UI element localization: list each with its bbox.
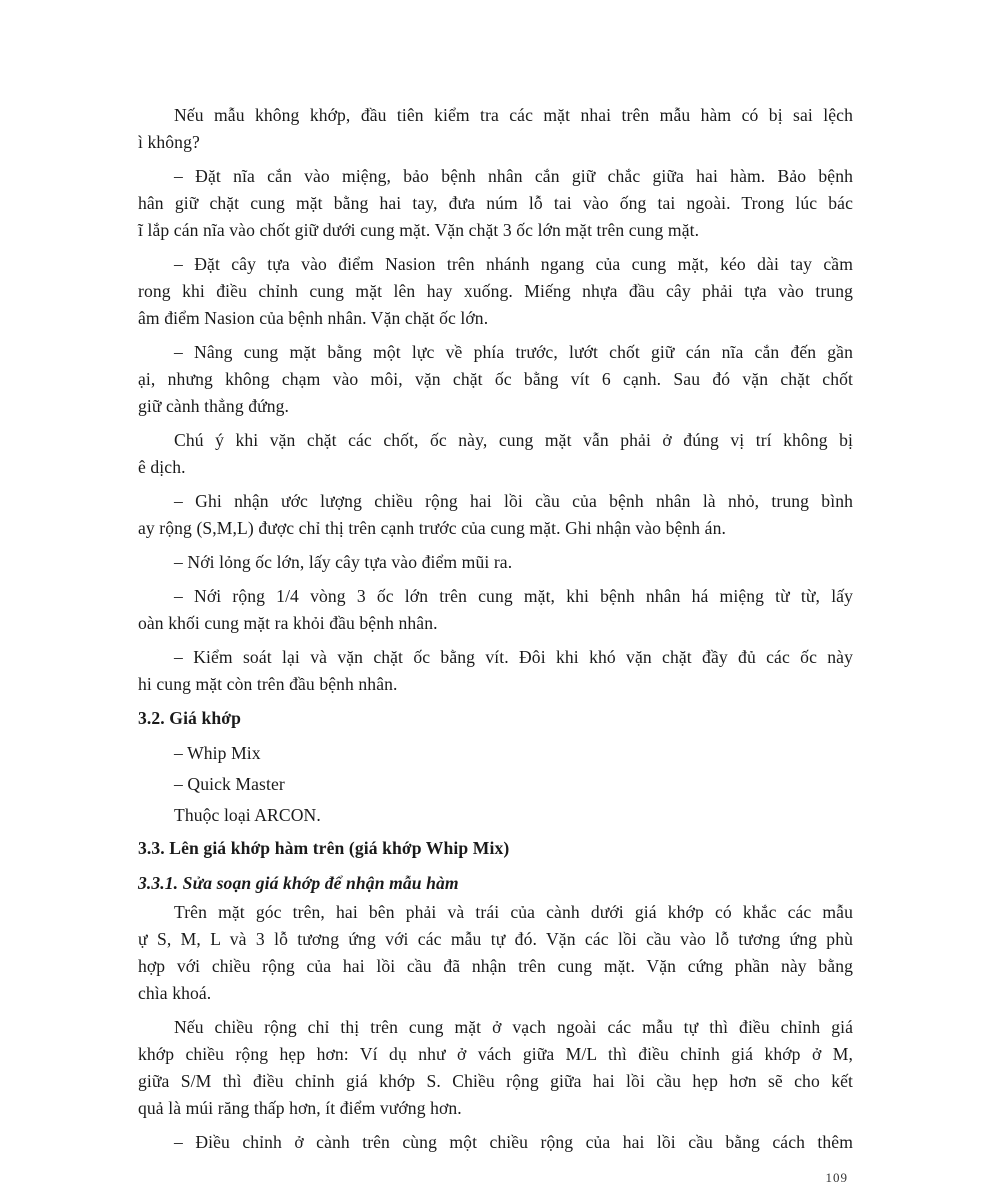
paragraph-9: – Kiểm soát lại và vặn chặt ốc bằng vít. Đôi khi khó vặn chặt đầy đủ các ốc này hi cung mặt còn trên đầu bệnh nhân.	[138, 647, 853, 694]
paragraph-7: – Nới lỏng ốc lớn, lấy cây tựa vào điểm mũi ra.	[174, 552, 513, 572]
page-number: 109	[825, 1170, 848, 1185]
paragraph-3: – Đặt cây tựa vào điểm Nasion trên nhánh ngang của cung mặt, kéo dài tay cầm rong khi điều chỉnh cung mặt lên hay xuống. Miếng nhựa đầu cây phải tựa vào trung âm điểm Nasion của bệnh nhân. Vặn chặt ốc lớn.	[138, 254, 853, 328]
subsection-heading-3-3-1: 3.3.1. Sửa soạn giá khớp để nhận mẫu hàm	[138, 873, 459, 893]
section-heading-3-2: 3.2. Giá khớp	[138, 708, 241, 728]
arcon-note: Thuộc loại ARCON.	[174, 805, 321, 825]
body-text	[138, 102, 853, 1163]
paragraph-10: Trên mặt góc trên, hai bên phải và trái của cành dưới giá khớp có khắc các mẫu ự S, M, L và 3 lỗ tương ứng với các mẫu tự đó. Vặn các lồi cầu vào lỗ tương ứng phù hợp với chiều rộng của hai lồi cầu đã nhận trên cung mặt. Vặn cứng phần này bằng chìa khoá.	[138, 902, 853, 1003]
paragraph-4: – Nâng cung mặt bằng một lực về phía trước, lướt chốt giữ cán nĩa cắn đến gần ại, nhưng không chạm vào môi, vặn chặt ốc bằng vít 6 cạnh. Sau đó vặn chặt chốt giữ cành thẳng đứng.	[138, 342, 853, 416]
list-item-whip-mix: – Whip Mix	[174, 743, 261, 763]
paragraph-8: – Nới rộng 1/4 vòng 3 ốc lớn trên cung mặt, khi bệnh nhân há miệng từ từ, lấy oàn khối cung mặt ra khỏi đầu bệnh nhân.	[138, 586, 853, 633]
paragraph-6: – Ghi nhận ước lượng chiều rộng hai lồi cầu của bệnh nhân là nhỏ, trung bình ay rộng (S,M,L) được chỉ thị trên cạnh trước của cung mặt. Ghi nhận vào bệnh án.	[138, 491, 853, 538]
list-item-quick-master: – Quick Master	[174, 774, 285, 794]
paragraph-5: Chú ý khi vặn chặt các chốt, ốc này, cung mặt vẫn phải ở đúng vị trí không bị ê dịch.	[138, 430, 853, 477]
section-heading-3-3: 3.3. Lên giá khớp hàm trên (giá khớp Whip Mix)	[138, 838, 510, 858]
paragraph-12: – Điều chỉnh ở cành trên cùng một chiều rộng của hai lồi cầu bằng cách thêm	[174, 1132, 853, 1152]
paragraph-2: – Đặt nĩa cắn vào miệng, bảo bệnh nhân cắn giữ chắc giữa hai hàm. Bảo bệnh hân giữ chặt cung mặt bằng hai tay, đưa núm lỗ tai vào ống tai ngoài. Trong lúc bác ĩ lắp cán nĩa vào chốt giữ dưới cung mặt. Vặn chặt 3 ốc lớn mặt trên cung mặt.	[138, 166, 853, 240]
paragraph-1: Nếu mẫu không khớp, đầu tiên kiểm tra các mặt nhai trên mẫu hàm có bị sai lệch ì không?	[138, 105, 853, 152]
paragraph-11: Nếu chiều rộng chỉ thị trên cung mặt ở vạch ngoài các mẫu tự thì điều chỉnh giá khớp chiều rộng hẹp hơn: Ví dụ như ở vách giữa M/L thì điều chỉnh giá khớp ở M, giữa S/M thì điều chỉnh giá khớp S. Chiều rộng giữa hai lồi cầu hẹp hơn sẽ cho kết quả là múi răng thấp hơn, ít điểm vướng hơn.	[138, 1017, 853, 1118]
